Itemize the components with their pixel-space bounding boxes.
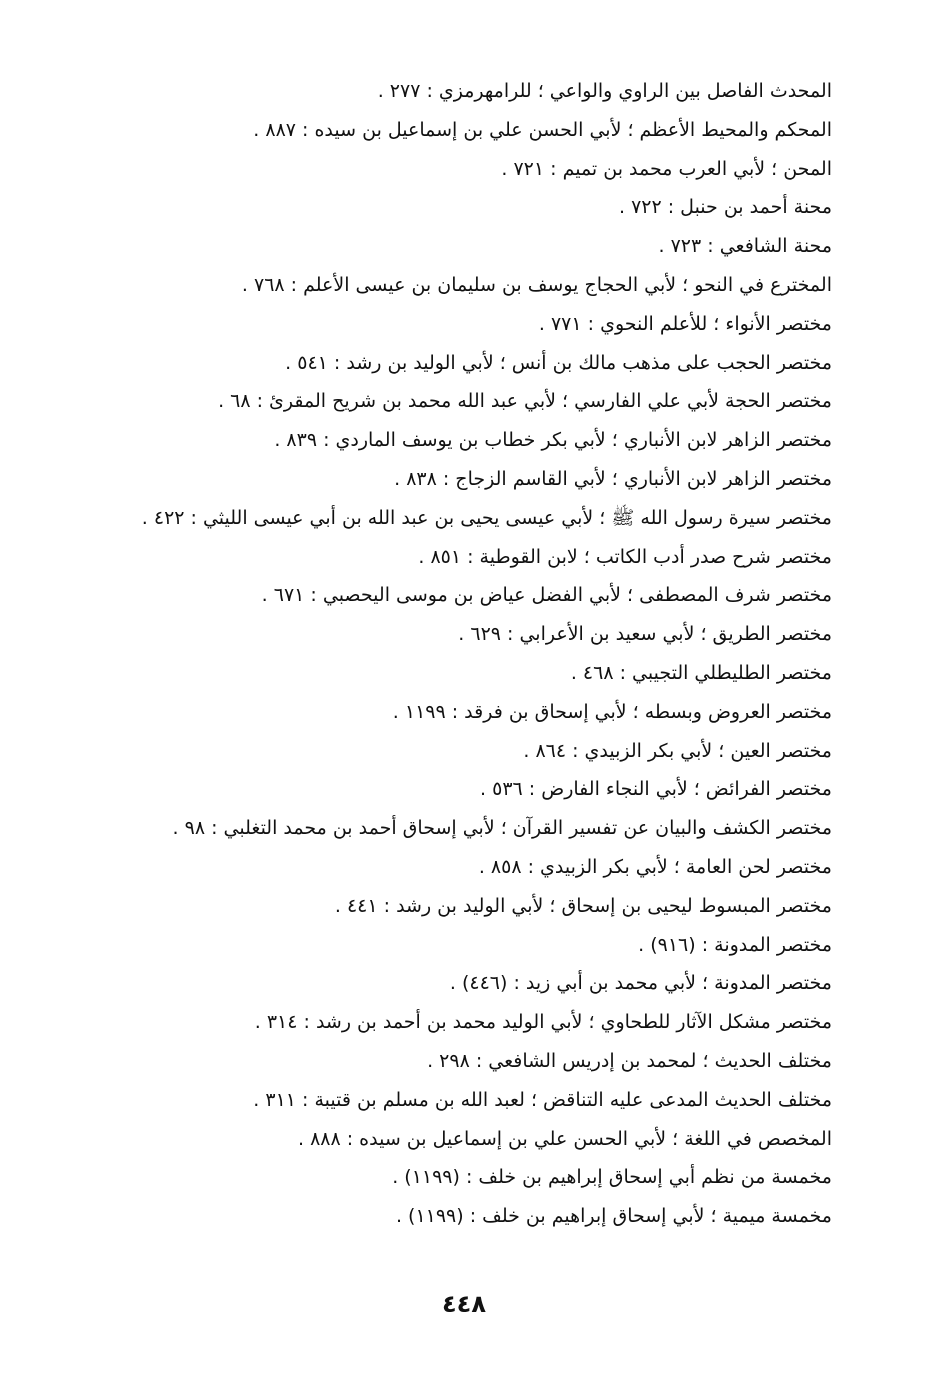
index-entry: مختصر الفرائض ؛ لأبي النجاء الفارض : ٥٣٦ . xyxy=(480,778,832,801)
index-entry: مختلف الحديث المدعى عليه التناقض ؛ لعبد الله بن مسلم بن قتيبة : ٣١١ . xyxy=(253,1088,832,1111)
index-entry: مختصر الكشف والبيان عن تفسير القرآن ؛ لأبي إسحاق أحمد بن محمد التغلبي : ٩٨ . xyxy=(172,817,832,840)
index-entry: مختصر المدونة ؛ لأبي محمد بن أبي زيد : (٤٤٦) . xyxy=(449,972,832,995)
index-entry: مخمسة ميمية ؛ لأبي إسحاق إبراهيم بن خلف : (١١٩٩) . xyxy=(395,1205,832,1228)
index-entry: مختصر الحجة لأبي علي الفارسي ؛ لأبي عبد الله محمد بن شريح المقرئ : ٦٨ . xyxy=(218,390,832,413)
index-entry: مختصر لحن العامة ؛ لأبي بكر الزبيدي : ٨٥٨ . xyxy=(478,855,832,878)
index-entry: مختصر المدونة : (٩١٦) . xyxy=(638,933,832,956)
index-entry: مختصر شرح صدر أدب الكاتب ؛ لابن القوطية : ٨٥١ . xyxy=(418,545,832,568)
index-entry: مختصر سيرة رسول الله ﷺ ؛ لأبي عيسى يحيى بن عبد الله بن أبي عيسى الليثي : ٤٢٢ . xyxy=(141,506,832,529)
index-entry: محنة أحمد بن حنبل : ٧٢٢ . xyxy=(618,196,832,219)
index-entry: المحن ؛ لأبي العرب محمد بن تميم : ٧٢١ . xyxy=(501,157,832,180)
index-entry: مختصر الحجب على مذهب مالك بن أنس ؛ لأبي الوليد بن رشد : ٥٤١ . xyxy=(285,351,832,374)
index-entry: المخترع في النحو ؛ لأبي الحجاج يوسف بن سليمان بن عيسى الأعلم : ٧٦٨ . xyxy=(241,273,832,296)
index-entry: محنة الشافعي : ٧٢٣ . xyxy=(658,235,832,258)
index-entry: مختصر الطليطلي التجيبي : ٤٦٨ . xyxy=(570,661,832,684)
index-entry: مختصر الأنواء ؛ للأعلم النحوي : ٧٧١ . xyxy=(538,312,832,335)
index-entry: مختصر شرف المصطفى ؛ لأبي الفضل عياض بن موسى اليحصبي : ٦٧١ . xyxy=(261,584,832,607)
index-entry: المحدث الفاصل بين الراوي والواعي ؛ للرامهرمزي : ٢٧٧ . xyxy=(377,80,832,102)
index-entry: مختلف الحديث ؛ لمحمد بن إدريس الشافعي : ٢٩٨ . xyxy=(427,1049,832,1072)
index-entry: مختصر مشكل الآثار للطحاوي ؛ لأبي الوليد محمد بن أحمد بن رشد : ٣١٤ . xyxy=(254,1011,832,1034)
index-entry: المخصص في اللغة ؛ لأبي الحسن علي بن إسماعيل بن سيده : ٨٨٨ . xyxy=(297,1127,832,1150)
index-entry: مخمسة من نظم أبي إسحاق إبراهيم بن خلف : (١١٩٩) . xyxy=(392,1166,832,1189)
index-entry: مختصر الزاهر لابن الأنباري ؛ لأبي القاسم الزجاج : ٨٣٨ . xyxy=(394,467,832,490)
index-entry: مختصر الزاهر لابن الأنباري ؛ لأبي بكر خطاب بن يوسف الماردي : ٨٣٩ . xyxy=(274,429,832,452)
page-number: ٤٤٨ xyxy=(442,1290,486,1318)
index-entry: مختصر الطريق ؛ لأبي سعيد بن الأعرابي : ٦٢٩ . xyxy=(458,623,832,646)
index-entry: مختصر المبسوط ليحيى بن إسحاق ؛ لأبي الوليد بن رشد : ٤٤١ . xyxy=(334,894,832,917)
index-entry: المحكم والمحيط الأعظم ؛ لأبي الحسن علي بن إسماعيل بن سيده : ٨٨٧ . xyxy=(253,118,832,141)
index-entry: مختصر العروض وبسطه ؛ لأبي إسحاق بن فرقد : ١١٩٩ . xyxy=(392,700,832,723)
index-entry: مختصر العين ؛ لأبي بكر الزبيدي : ٨٦٤ . xyxy=(523,739,832,762)
index-entries xyxy=(62,72,832,1236)
